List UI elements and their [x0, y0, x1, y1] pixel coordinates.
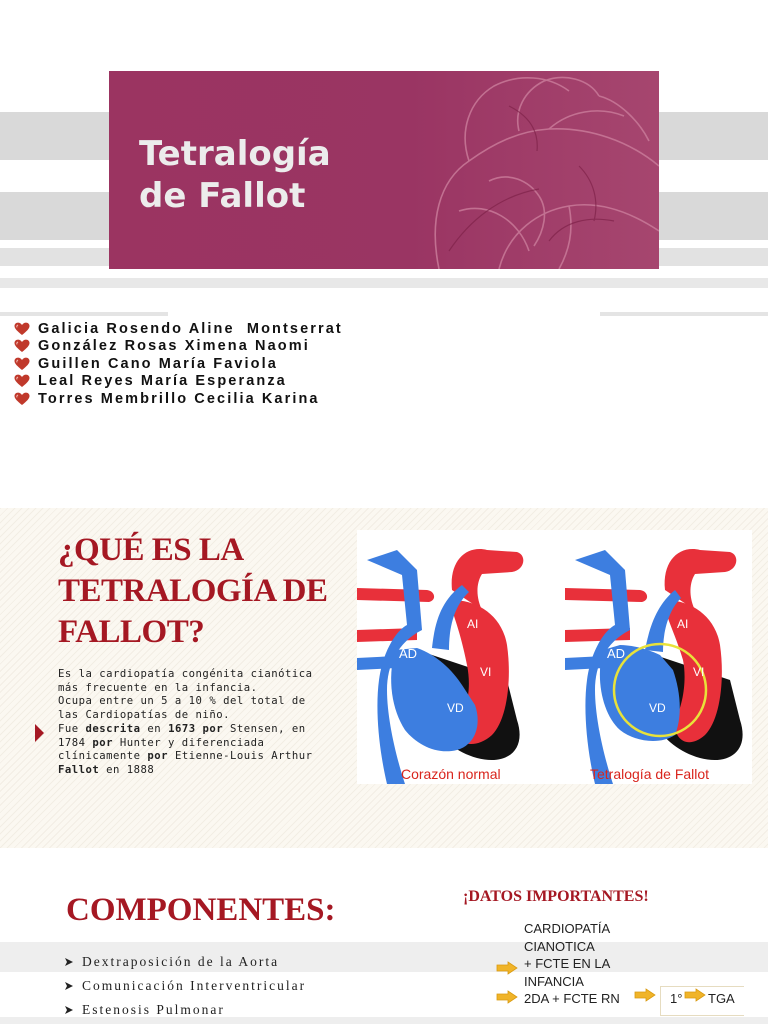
- caption-normal: Corazón normal: [401, 766, 501, 782]
- heart-icon: [14, 339, 30, 353]
- triangle-bullet-icon: [35, 724, 44, 742]
- author-item: [14, 373, 343, 391]
- author-item: [14, 338, 343, 356]
- text-run-bold: por: [147, 750, 169, 763]
- caption-fallot: Tetralogía de Fallot: [590, 766, 710, 782]
- decor-band: [600, 312, 768, 316]
- component-text: Dextraposición de la Aorta: [82, 954, 280, 969]
- text-run: en 1888: [99, 763, 155, 776]
- datos-line: CIANOTICA: [524, 938, 595, 954]
- label-ai: AI: [677, 617, 689, 631]
- component-text: Estenosis Pulmonar: [82, 1002, 225, 1017]
- arrow-bullet-icon: [64, 957, 74, 967]
- datos-line: 2DA + FCTE RN: [524, 991, 620, 1006]
- text-run: en: [140, 722, 169, 735]
- components-title: COMPONENTES:: [66, 892, 336, 928]
- arrow-bullet-icon: [64, 981, 74, 991]
- decor-band: [0, 278, 768, 288]
- label-vi: VI: [480, 665, 492, 679]
- label-vi: VI: [693, 665, 705, 679]
- author-name: Leal Reyes María Esperanza: [38, 373, 287, 390]
- heart-icon: [14, 392, 30, 406]
- arrow-bullet-icon: [64, 1005, 74, 1015]
- list-item: [64, 974, 306, 998]
- author-name: Guillen Cano María Faviola: [38, 355, 278, 372]
- text-run-bold: por: [92, 736, 114, 749]
- tga-label: TGA: [708, 991, 735, 1006]
- yellow-arrow-icon: [684, 988, 706, 1002]
- heart-icon: [14, 357, 30, 371]
- text-run: Etienne-Louis Arthur: [168, 750, 313, 763]
- label-vd: VD: [649, 701, 666, 715]
- datos-lines: [524, 920, 620, 1008]
- datos-line: CARDIOPATÍA: [524, 921, 611, 936]
- slide-title: ¿QUÉ ES LA TETRALOGÍA DE FALLOT?: [58, 532, 328, 650]
- components-slide: [0, 862, 768, 1024]
- text-run: Stensen, en 1784: [58, 722, 306, 749]
- definition-slide: [0, 508, 768, 848]
- yellow-arrow-icon: [496, 961, 518, 975]
- components-list: [64, 950, 306, 1022]
- heart-illustration: [399, 71, 659, 269]
- normal-heart-diagram: [357, 549, 523, 784]
- list-item: [64, 998, 306, 1022]
- title-line-2: de Fallot: [139, 176, 306, 216]
- list-item: [64, 950, 306, 974]
- author-name: González Rosas Ximena Naomi: [38, 338, 310, 355]
- definition-body: [58, 668, 328, 778]
- author-name: Galicia Rosendo Aline Montserrat: [38, 320, 343, 337]
- datos-title: ¡DATOS IMPORTANTES!: [463, 888, 649, 905]
- label-ad: AD: [607, 646, 626, 661]
- title-line-1: Tetralogía: [139, 134, 331, 174]
- component-text: Comunicación Interventricular: [82, 978, 307, 993]
- datos-line: + FCTE EN LA: [524, 956, 611, 971]
- title-panel: [109, 71, 659, 269]
- presentation-title: [139, 133, 331, 217]
- body-paragraph: Ocupa entre un 5 a 10 % del total de las Cardiopatías de niño.: [58, 695, 306, 722]
- fallot-heart-diagram: [565, 549, 743, 784]
- heart-diagrams: [357, 530, 752, 784]
- title-slide: [0, 0, 768, 496]
- author-item: [14, 320, 343, 338]
- datos-line: INFANCIA: [524, 973, 584, 989]
- text-run-bold: Fallot: [58, 763, 100, 776]
- text-run-bold: 1673: [168, 722, 196, 735]
- text-run-bold: por: [202, 722, 224, 735]
- body-paragraph: [58, 723, 328, 778]
- decor-band: [0, 312, 168, 316]
- body-paragraph: Es la cardiopatía congénita cianótica más frecuente en la infancia.: [58, 668, 313, 694]
- text-run-bold: descrita: [85, 722, 141, 735]
- author-name: Torres Membrillo Cecilia Karina: [38, 390, 320, 407]
- author-item: [14, 355, 343, 373]
- heart-icon: [14, 374, 30, 388]
- author-list: [14, 320, 343, 408]
- author-item: [14, 390, 343, 408]
- tga-prefix: 1°: [670, 991, 683, 1006]
- text-run: Fue: [58, 722, 86, 735]
- yellow-arrow-icon: [496, 990, 518, 1004]
- yellow-arrow-icon: [634, 988, 656, 1002]
- text-run: Hunter y diferenciada clínicamente: [58, 736, 265, 763]
- heart-comparison-diagram: [357, 530, 752, 784]
- heart-icon: [14, 322, 30, 336]
- label-ai: AI: [467, 617, 479, 631]
- label-ad: AD: [399, 646, 418, 661]
- label-vd: VD: [447, 701, 464, 715]
